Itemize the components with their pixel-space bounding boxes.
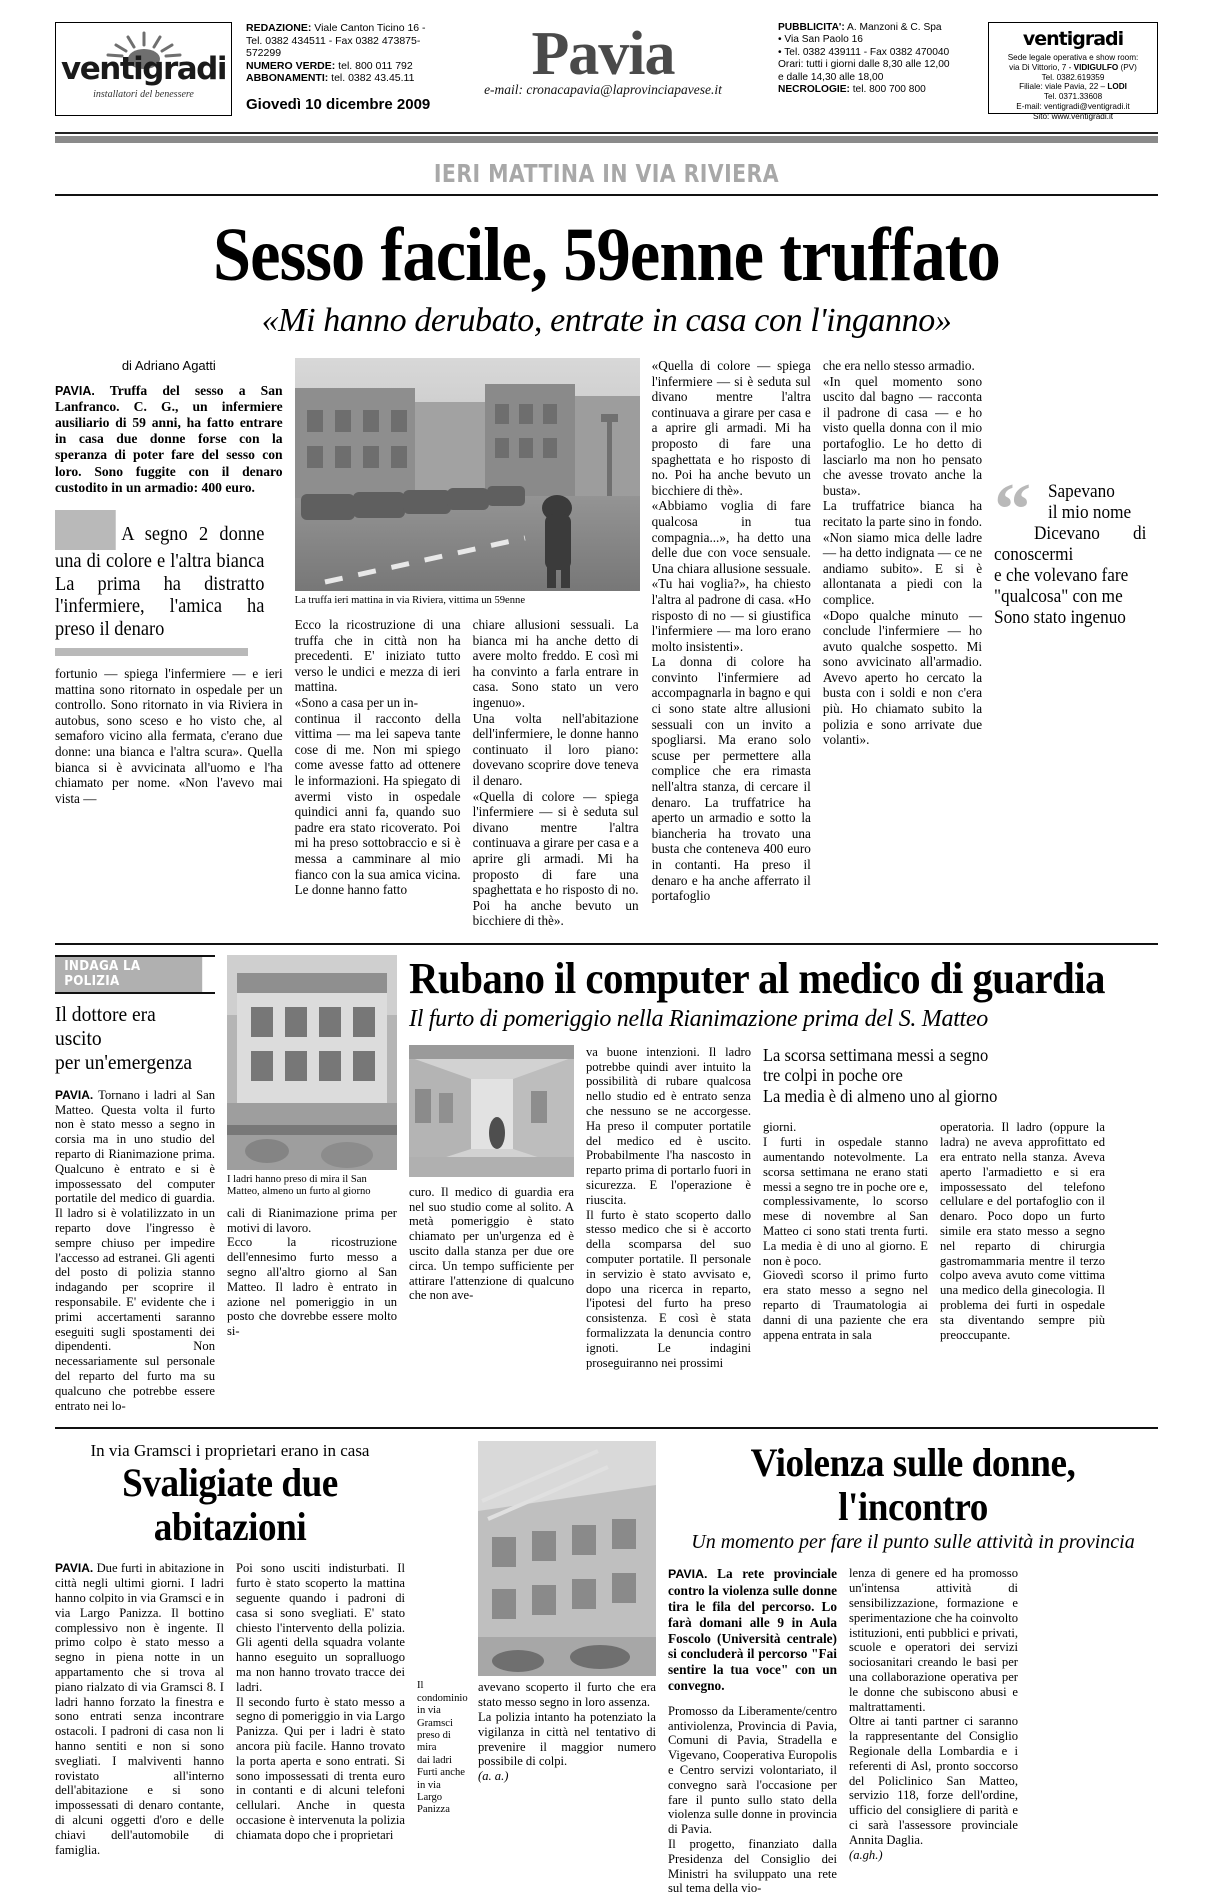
article2-c4 xyxy=(586,1045,751,1371)
article1-c4-p3: La truffatrice bianca ha recitato la parte sino in fondo. «Non siamo mica delle ladre — ha detto indignata — ce ne andiamo subito». E si è allontanata a piedi con la complice. xyxy=(822,498,983,607)
pub-line3: • Tel. 0382 439111 - Fax 0382 470040 xyxy=(778,46,950,58)
abbonamenti-text: tel. 0382 43.45.11 xyxy=(328,72,415,85)
article1-kicker-wrap xyxy=(55,159,1158,188)
article1-photo xyxy=(295,358,640,591)
article3-photo-caption xyxy=(417,1680,472,1816)
redazione-text: Viale Canton Ticino 16 - Tel. 0382 434511 - Fax 0382 473875-572299 xyxy=(246,22,426,60)
adv-line2 xyxy=(993,63,1153,73)
article2-subtitle-line2: per un'emergenza xyxy=(55,1049,193,1074)
article1-body xyxy=(55,358,1158,929)
a3-cap-l7: Largo xyxy=(417,1792,443,1804)
page-title: Pavia xyxy=(531,20,675,88)
article3-cols xyxy=(55,1561,405,1857)
article1-c4-p2: «In quel momento sono uscito dal bagno — racconta il padrone di casa — e ho visto quella donna con il mio portafoglio. Le ho detto di lasciarlo ma non ho pensato che avesse trovato anche la busta». xyxy=(822,373,983,498)
article2-teaser-l3: La media è di almeno uno al giorno xyxy=(763,1085,998,1106)
article3-photo xyxy=(478,1441,656,1676)
a3-cap-l6: in via xyxy=(417,1779,441,1791)
article2-c4-p2: Il furto è stato scoperto dallo stesso medico che si è accorto della scomparsa del suo computer portatile. Il personale in servizio è stato avvisato e, dopo una ricerca in reparto, l'ipotesi del furto ha preso consistenza. E così è stata formalizzata la denuncia contro ignoti. Le indagini proseguiranno nei prossimi xyxy=(586,1207,751,1370)
article3-c2 xyxy=(236,1561,405,1857)
redazione-line xyxy=(246,22,436,60)
article1-c2a-p3: continua il racconto della vittima — ma lei sapeva tante cose di me. Non mi spiego come avesse fatto ad ottenere le informazioni. Ha spiegato di avermi visto in ospedale quindici anni fa, quando suo padre era stato ricoverato. Poi mi ha preso sottobraccio e si è messa a camminare al mio fianco con la sua amica vicina. Le donne hanno fatto xyxy=(294,710,461,898)
article1-column-1 xyxy=(55,358,283,929)
article3-c3-p2: La polizia intanto ha potenziato la vigilanza in città nel tentativo di prevenire il maggior numero possibile di colpi. xyxy=(478,1710,656,1769)
article2-photo2-col xyxy=(409,1045,574,1371)
article1-lead-city: PAVIA. xyxy=(55,383,95,398)
occhiello-text: A segno 2 donne una di colore e l'altra bianca La prima ha distratto l'infermiere, l'amica ha preso il denaro xyxy=(55,523,265,640)
article1-headline: Sesso facile, 59enne truffato xyxy=(213,213,1000,297)
article3-photo-row xyxy=(417,1441,656,1676)
issue-date: Giovedì 10 dicembre 2009 xyxy=(246,95,431,113)
a3-cap-l4: dai ladri xyxy=(417,1754,453,1766)
article2-lower-cols xyxy=(409,1045,1158,1371)
article4-c2 xyxy=(668,1704,837,1896)
masthead-rule-thin xyxy=(55,132,1158,134)
article3-headline: Svaligiate due abitazioni xyxy=(122,1460,338,1550)
article2-right-col xyxy=(763,1045,1158,1371)
article2-c5-p2: I furti in ospedale stanno aumentando notevolmente. La scorsa settimana ne erano stati messi a segno tre in poche ore e, complessivamente, lo scorso mese di novembre al San Matteo ci sono stati trenta furti. La media è di uno al giorno. E non è poco. xyxy=(763,1135,928,1268)
pub-line5: e dalle 14,30 alle 18,00 xyxy=(778,71,884,83)
abbonamenti-line xyxy=(246,72,436,85)
article2-c1-city: PAVIA. xyxy=(55,1087,94,1102)
article4-c1 xyxy=(668,1566,837,1896)
article2-c5 xyxy=(763,1120,928,1342)
article3-c1-text: Due furti in abitazione in città negli ultimi giorni. I ladri hanno colpito in via Gramsci e in via Largo Panizza. Il bottino complessivo non è ingente. Il primo colpo è stato messo a segno in piena notte in un appartamento che si trova al piano rialzato di via Gramsci 8. I ladri hanno forzato la finestra e sono entrati senza incontrare ostacoli. I padroni di casa non li hanno sentiti e non si sono svegliati. I malviventi hanno rovistato all'interno dell'abitazione e si sono impossessati di denaro contante, di alcuni oggetti d'oro e delle chiavi dell'automobile di famiglia. xyxy=(55,1561,224,1857)
article2-headline: Rubano il computer al medico di guardia xyxy=(409,953,1105,1003)
adv-line3: Tel. 0382.619359 xyxy=(1041,72,1105,82)
article1-occhiello xyxy=(55,510,264,640)
adv-line7: Sito: www.ventigradi.it xyxy=(1032,111,1114,121)
article1-c2a-p2: «Sono a casa per un in- xyxy=(294,694,419,710)
redazione-label: REDAZIONE: xyxy=(246,22,312,34)
article2-right-subcols xyxy=(763,1120,1158,1342)
article1-c2b-p3: «Quella di colore — spiega l'infermiere — si è seduta sul divano mentre l'altra continuava a girare per casa e a aprire gli armadi. Mi ha proposto di fare una spaghettata e ho risposto di no. Poi ha anche bevuto un bicchiere di thè». xyxy=(472,788,639,929)
corridor-photo-graphic xyxy=(409,1045,574,1177)
article2-c5-p1: giorni. xyxy=(763,1120,797,1135)
article4-c1-city: PAVIA. xyxy=(668,1567,708,1582)
article2-tag: INDAGA LA POLIZIA xyxy=(55,957,202,992)
article1-c1-text: fortunio — spiega l'infermiere — e ieri mattina sono ritornato in ospedale per un controllo. Sono ritornato in via Riviera in autobus, sono sceso e ho visto che, al semaforo vicino alla fermata, c'erano due donne: una bianca e l'altra scura». Quella bianca si è avvicinata all'uomo e l'ha chiamato per nome. «Non l'avevo mai vista — xyxy=(55,666,283,806)
section-email: e-mail: cronacapavia@laprovinciapavese.it xyxy=(484,82,722,97)
publisher-logo-tagline: installatori del benessere xyxy=(93,88,194,100)
article1-subhead: «Mi hanno derubato, entrate in casa con l'inganno» xyxy=(261,302,952,339)
adv-line1: Sede legale operativa e show room: xyxy=(1007,53,1139,62)
article4-c3-p2: Oltre ai tanti partner ci saranno la rappresentante del Consiglio Regionale della Lombardia e i referenti di Asl, pronto soccorso del Policlinico San Matteo, servizio 118, forze dell'ordine, ufficio del consigliere di parità e ci sarà l'assessore provinciale Annita Daglia. xyxy=(849,1714,1018,1847)
article2-photo-col xyxy=(227,955,397,1414)
article2-photo-caption: I ladri hanno preso di mira il San Matteo, almeno un furto al giorno xyxy=(227,1173,371,1197)
article4-c3 xyxy=(849,1566,1018,1896)
article1-c2b-p2: Una volta nell'abitazione dell'infermiere, le donne hanno continuato il loro piano: dovevano scoprire dove teneva il denaro. xyxy=(472,710,639,788)
article1-pullquote-column xyxy=(994,358,1158,929)
article1-subcolumns xyxy=(295,617,640,929)
adv-line2a: via Di Vittorio, 7 - xyxy=(1009,62,1074,72)
article3-top-rule xyxy=(55,1427,1158,1429)
occhiello-grey-rule xyxy=(55,648,248,656)
pull-line-6: Sono stato ingenuo xyxy=(994,608,1126,628)
article2-main-col xyxy=(409,955,1158,1414)
section-title-block xyxy=(436,22,770,98)
article4-sign: (a.gh.) xyxy=(849,1847,883,1862)
article2-c1 xyxy=(55,1088,215,1414)
building-photo-graphic xyxy=(478,1441,656,1676)
quote-mark-icon: “ xyxy=(994,469,1032,551)
article2-top-rule xyxy=(55,943,1158,945)
article1-lead-text: Truffa del sesso a San Lanfranco. C. G., un infermiere ausiliario di 59 anni, ha fatto entrare in casa due donne forse con la speranza di poter fare del sesso con loro. Sono fuggite con il denaro custodito in un armadio: 400 euro. xyxy=(55,382,283,495)
street-photo-graphic xyxy=(295,358,640,591)
necrologie-line xyxy=(778,84,978,96)
adv-line4a: Filiale: viale Pavia, 22 – xyxy=(1019,82,1108,92)
numero-verde-line xyxy=(246,60,436,73)
article1-photo-caption: La truffa ieri mattina in via Riviera, vittima un 59enne xyxy=(294,595,526,606)
hospital-photo-graphic xyxy=(227,955,397,1170)
article3-c1 xyxy=(55,1561,224,1857)
article4-c3-p1: lenza di genere ed ha promosso un'intensa attività di sensibilizzazione, formazione e sperimentazione che ha coinvolto istituzioni, enti pubblici e privati, scuole e operatori dei servizi sociosanitari creando le basi per una collaborazione operativa per le donne che subiscono abusi e maltrattamenti. xyxy=(849,1566,1018,1714)
article2-c2 xyxy=(227,1206,397,1339)
a3-cap-l5: Furti anche xyxy=(417,1767,465,1779)
article1-c3-p3: La donna di colore ha convinto l'infermiere ad accompagnarla in bagno e qui ci sono state altre allusioni sessuali con un invito a spogliarsi. Ma erano solo scuse per permettere alla complice che era rimasta nell'altra stanza, di cercare il denaro. La truffatrice ha aperto un armadio e sotto la biancheria ha trovato una busta che conteneva 400 euro in contanti. Ha preso il denaro e ha anche afferrato il portafoglio xyxy=(651,654,811,904)
article1-pullquote xyxy=(994,469,1158,629)
article1-column-3 xyxy=(652,358,811,929)
advertisement-box[interactable] xyxy=(988,22,1158,121)
article3-c1-city: PAVIA. xyxy=(55,1561,94,1576)
article1-lead xyxy=(55,383,283,496)
article4-subhead: Un momento per fare il punto sulle attività in provincia xyxy=(691,1531,1135,1554)
a3-cap-l8: Panizza xyxy=(417,1804,450,1816)
article2-c2-p2: Ecco la ricostruzione dell'ennesimo furto messo a segno all'altro giorno al San Matteo. Il ladro è entrato in azione nel pomeriggio in un posto che dovrebbe essere molto si- xyxy=(227,1235,397,1339)
article2-c3-p1: curo. Il medico di guardia era nel suo studio come al solito. A metà pomeriggio è stato chiamato per un'urgenza ed è uscito dalla stanza per due ore circa. Un tempo sufficiente per attirare l'attenzione di qualcuno che non ave- xyxy=(409,1184,574,1303)
article2-teaser-l2: tre colpi in poche ore xyxy=(763,1065,903,1086)
article1-c3-p2: «Abbiamo voglia di fare qualcosa in tua compagnia...», ha detto una delle due con voce sensuale. Una chiara allusione sessuale. «Tu hai voglia?», ha chiesto l'altra al padrone di casa. «Ho risposto di no — si giustifica l'infermiere — ma loro erano molto insistenti». xyxy=(651,498,811,654)
article2-block xyxy=(55,955,1158,1414)
pubblicita-label: PUBBLICITA': xyxy=(778,22,845,33)
pub-line2: • Via San Paolo 16 xyxy=(778,34,863,46)
necrologie-label: NECROLOGIE: xyxy=(778,84,850,96)
article2-photo-corridor xyxy=(409,1045,574,1177)
article2-photo xyxy=(227,955,397,1170)
article1-byline: di Adriano Agatti xyxy=(121,358,216,373)
article2-c4-p1: va buone intenzioni. Il ladro potrebbe quindi aver intuito la possibilità di rubare qualcosa nello studio ed è entrato senza che nessuno se ne accorgesse. Ha preso il computer portatile del medico ed è uscito. Probabilmente l'ha nascosto in reparto prima di portarlo fuori in sicurezza. E l'operazione è riuscita. xyxy=(586,1044,751,1207)
article1-rule xyxy=(55,194,1158,196)
article1-c4-p4: «Dopo qualche minuto — conclude l'infermiere — ho avuto qualche sospetto. Mi sono avvicinato all'armadio. Avevo aperto ho cercato la busta con i soldi e non c'era più. Ho chiamato subito la polizia e sono arrivate due volanti». xyxy=(822,607,983,748)
numero-verde-text: tel. 800 011 792 xyxy=(335,59,413,72)
article2-c6-p1: operatoria. Il ladro (oppure la ladra) ne aveva approfittato ed era entrato nella stanza. Aveva aperto l'armadietto e si era impossessato del telefono cellulare e del portafoglio con il denaro. Poco dopo un furto simile era stato messo a segno nel reparto di chirurgia gastromammaria mentre il terzo colpo aveva avuto come vittima una medico della ginecologia. Il problema dei furti in ospedale sta diventando sempre più preoccupante. xyxy=(940,1120,1105,1342)
article1-c2b xyxy=(473,617,639,929)
article3-c3 xyxy=(478,1680,656,1816)
pull-line-1: Sapevano xyxy=(1048,482,1115,502)
advertiser-name: ventigradi xyxy=(1022,28,1124,50)
article2-left-col xyxy=(55,955,215,1414)
occhiello-grey-block xyxy=(55,510,116,550)
adv-line2b: VIDIGULFO xyxy=(1073,62,1119,72)
pull-line-3: Dicevano di conoscermi xyxy=(994,524,1147,565)
article3-c3-p1: avevano scoperto il furto che era stato messo segno in loro assenza. xyxy=(478,1680,656,1710)
pull-line-4: e che volevano fare xyxy=(994,566,1129,586)
article3-sign: (a. a.) xyxy=(478,1769,509,1784)
publisher-logo-text: ventigradi xyxy=(61,50,226,87)
article2-c2-p1: cali di Rianimazione prima per motivi di lavoro. xyxy=(227,1205,397,1235)
necrologie-text: tel. 800 700 800 xyxy=(849,84,926,96)
colophon xyxy=(246,22,436,112)
adv-line4b: LODI xyxy=(1107,82,1127,92)
article1-c2a-p1: Ecco la ricostruzione di una truffa che in città non ha precedenti. E' iniziato tutto verso le undici e mezza di ieri mattina. xyxy=(294,617,461,695)
a3-cap-l1: Il condominio xyxy=(417,1680,468,1704)
numero-verde-label: NUMERO VERDE: xyxy=(246,59,336,72)
advertising-contacts xyxy=(778,22,978,96)
article4-headline: Violenza sulle donne, l'incontro xyxy=(750,1440,1076,1530)
pubblicita-line xyxy=(778,22,978,34)
masthead-rule-grey xyxy=(55,136,1158,143)
article1-column-4 xyxy=(823,358,982,929)
article3-c2-p2: Il secondo furto è stato messo a segno di pomeriggio in via Largo Panizza. Qui per i ladri è stato ancora più facile. Hanno trovato la porta aperta e sono entrati. Si sono impossessati di trenta euro in contanti e di alcuni telefoni cellulari. Anche in questa occasione è intervenuta la polizia chiamata dopo che i proprietari xyxy=(236,1694,405,1842)
article2-subhead: Il furto di pomeriggio nella Rianimazione prima del S. Matteo xyxy=(409,1005,988,1032)
article2-c6 xyxy=(940,1120,1105,1342)
article1-c2a xyxy=(295,617,461,929)
article1-kicker: IERI MATTINA IN VIA RIVIERA xyxy=(433,159,780,188)
article4-c1-text: La rete provinciale contro la violenza sulle donne tira le fila del percorso. Lo farà domani alle 9 in Aula Foscolo (Università centrale) si concluderà il percorso "Fai sentire la tua voce" con un convegno. xyxy=(668,1566,837,1693)
article2-c5-p3: Giovedì scorso il primo furto era stato messo a segno nel reparto di Traumatologia ai danni di una paziente che era appena entrata in sala xyxy=(763,1268,928,1342)
article4-cols xyxy=(668,1566,1158,1896)
article4-c2-p2: Il progetto, finanziato dalla Presidenza del Consiglio dei Ministri ha sviluppato una rete sul tema della vio- xyxy=(668,1836,837,1896)
article2-tag-rule-bot xyxy=(55,992,215,994)
adv-line6: E-mail: ventigradi@ventigradi.it xyxy=(1016,101,1130,111)
article2-c1-text: Tornano i ladri al San Matteo. Questa volta il furto non è stato messo a segno in corsia ma in uno studio del reparto di Rianimazione prima. Qualcuno è entrato e si è impossessato del computer portatile del medico di guardia. Il ladro si è volatilizzato in un reparto dove l'ingresso è sempre chiuso per impedire l'accesso ad estranei. Gli agenti del posto di polizia stanno indagando per scoprire il responsabile. E' evidente che i primi accertamenti saranno eseguiti sugli spostamenti dei dipendenti. Non necessariamente sul personale del reparto del furto ma su qualcuno che potrebbe essere entrato nei lo- xyxy=(55,1087,215,1413)
article1-c4-p1: che era nello stesso armadio. xyxy=(822,358,975,373)
adv-line5: Tel. 0371.33608 xyxy=(1043,92,1103,102)
article1-c2b-p1: chiare allusioni sessuali. La bianca mi ha anche detto di avere molto freddo. E così mi ha convinto a farla entrare in casa. Sono stato un vero ingenuo». xyxy=(472,617,639,710)
masthead xyxy=(55,0,1158,132)
article2-c3 xyxy=(409,1185,574,1303)
publisher-logo-box xyxy=(55,22,232,116)
abbonamenti-label: ABBONAMENTI: xyxy=(246,72,329,85)
pub-line4: Orari: tutti i giorni dalle 8,30 alle 12,00 xyxy=(778,59,950,71)
article4-lead xyxy=(668,1566,837,1693)
article1-column-2 xyxy=(295,358,640,929)
adv-line2c: (PV) xyxy=(1118,62,1137,72)
pubblicita-text: A. Manzoni & C. Spa xyxy=(844,22,942,33)
adv-line4 xyxy=(993,82,1153,92)
pull-line-5: "qualcosa" con me xyxy=(994,587,1123,607)
pull-line-2: il mio nome xyxy=(1048,503,1132,523)
article1-pullquote-lines xyxy=(994,469,1147,629)
article1-c3-p1: «Quella di colore — spiega l'infermiere — si è seduta sul divano mentre l'altra continuava a girare per casa e a aprire gli armadi. Mi ha proposto di fare una spaghettata e ho risposto di no. Poi ha anche bevuto un bicchiere di thè». xyxy=(651,358,811,498)
article3-c2-p1: Poi sono usciti indisturbati. Il furto è stato scoperto la mattina seguente quando i padroni di casa si sono svegliati. E' stato chiesto l'intervento della polizia. Gli agenti della squadra volante hanno eseguito un sopralluogo ma non hanno trovato tracce dei ladri. xyxy=(236,1561,405,1694)
advertiser-details xyxy=(993,53,1153,122)
article2-subtitle-line1: Il dottore era uscito xyxy=(55,1001,156,1050)
article2-teaser xyxy=(763,1045,1134,1107)
article2-teaser-l1: La scorsa settimana messi a segno xyxy=(763,1044,989,1065)
a3-cap-l2: in via Gramsci xyxy=(417,1705,453,1729)
a3-cap-l3: preso di mira xyxy=(417,1730,451,1754)
article3-over-title: In via Gramsci i proprietari erano in casa xyxy=(90,1441,370,1461)
article3-caption-row xyxy=(417,1680,656,1816)
article4-c2-p1: Promosso da Liberamente/centro antiviolenza, Provincia di Pavia, Comuni di Pavia, Stradella e Vigevano, Cooperativa Europolis e Centro servizi volontariato, il convegno sarà l'occasione per fare il punto sullo stato della violenza sulle donne in provincia di Pavia. xyxy=(668,1703,837,1837)
